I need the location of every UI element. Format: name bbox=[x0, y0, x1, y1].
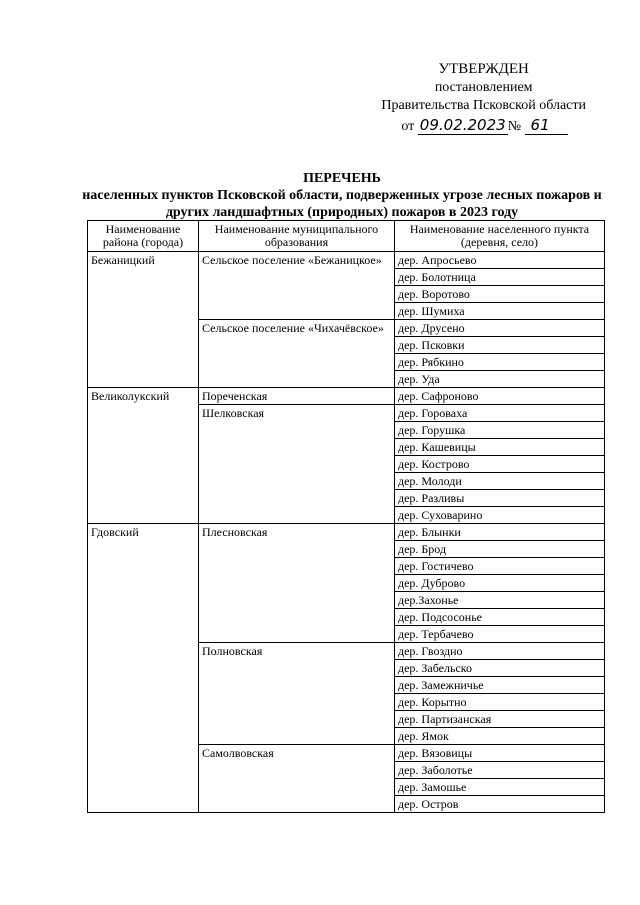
settlement-cell: дер. Гостичево bbox=[394, 558, 604, 575]
header-district: Наименование района (города) bbox=[88, 221, 199, 252]
approval-from-label: от bbox=[401, 119, 415, 134]
municipality-cell: Плесновская bbox=[199, 524, 395, 643]
approval-reference bbox=[381, 116, 586, 136]
settlement-cell: дер. Дуброво bbox=[394, 575, 604, 592]
header-municipality: Наименование муниципального образования bbox=[199, 221, 395, 252]
settlement-cell: дер. Гороваха bbox=[394, 405, 604, 422]
table-row bbox=[88, 524, 605, 541]
municipality-cell: Полновская bbox=[199, 643, 395, 745]
municipality-cell: Сельское поселение «Бежаницкое» bbox=[199, 252, 395, 320]
municipality-cell: Пореченская bbox=[199, 388, 395, 405]
settlement-cell: дер. Горушка bbox=[394, 422, 604, 439]
approval-stamp bbox=[381, 60, 586, 136]
settlement-cell: дер. Брод bbox=[394, 541, 604, 558]
settlement-cell: дер. Рябкино bbox=[394, 354, 604, 371]
district-cell: Великолукский bbox=[88, 388, 199, 524]
settlement-cell: дер. Ямок bbox=[394, 728, 604, 745]
settlement-cell: дер. Корытно bbox=[394, 694, 604, 711]
document-subtitle: населенных пунктов Псковской области, подверженных угрозе лесных пожаров и других ландшафтных (природных) пожаров в 2023 году bbox=[82, 188, 602, 220]
settlement-cell: дер. Разливы bbox=[394, 490, 604, 507]
municipality-cell: Шелковская bbox=[199, 405, 395, 524]
settlement-cell: дер. Замежничье bbox=[394, 677, 604, 694]
settlement-cell: дер. Болотница bbox=[394, 269, 604, 286]
approval-title: УТВЕРЖДЕН bbox=[438, 61, 529, 77]
settlement-cell: дер. Остров bbox=[394, 796, 604, 813]
municipality-cell: Самолвовская bbox=[199, 745, 395, 813]
approval-date: 09.02.2023 bbox=[419, 116, 506, 134]
settlement-cell: дер. Молоди bbox=[394, 473, 604, 490]
approval-number: 61 bbox=[525, 116, 568, 135]
settlement-cell: дер. Заболотье bbox=[394, 762, 604, 779]
district-cell: Гдовский bbox=[88, 524, 199, 813]
approval-line-1: постановлением bbox=[434, 80, 533, 95]
settlement-cell: дер. Друсено bbox=[394, 320, 604, 337]
settlement-cell: дер. Гвоздно bbox=[394, 643, 604, 660]
municipality-cell: Сельское поселение «Чихачёвское» bbox=[199, 320, 395, 388]
settlement-cell: дер. Вязовицы bbox=[394, 745, 604, 762]
settlement-cell: дер. Суховарино bbox=[394, 507, 604, 524]
settlement-cell: дер. Тербачево bbox=[394, 626, 604, 643]
settlement-cell: дер. Уда bbox=[394, 371, 604, 388]
settlement-cell: дер. Шумиха bbox=[394, 303, 604, 320]
table-row bbox=[88, 252, 605, 269]
settlement-cell: дер. Блынки bbox=[394, 524, 604, 541]
settlement-cell: дер. Псковки bbox=[394, 337, 604, 354]
document-title: ПЕРЕЧЕНЬ bbox=[303, 171, 381, 186]
document-heading bbox=[82, 170, 602, 221]
district-cell: Бежаницкий bbox=[88, 252, 199, 388]
table-header-row bbox=[88, 221, 605, 252]
settlement-cell: дер. Воротово bbox=[394, 286, 604, 303]
header-settlement: Наименование населенного пункта (деревня, село) bbox=[394, 221, 604, 252]
settlement-cell: дер. Апросьево bbox=[394, 252, 604, 269]
approval-line-2: Правительства Псковской области bbox=[381, 98, 586, 113]
table-body bbox=[88, 252, 605, 813]
settlement-cell: дер. Кашевицы bbox=[394, 439, 604, 456]
settlement-cell: дер. Партизанская bbox=[394, 711, 604, 728]
settlement-cell: дер. Подсосонье bbox=[394, 609, 604, 626]
table-row bbox=[88, 388, 605, 405]
settlement-cell: дер. Замошье bbox=[394, 779, 604, 796]
settlement-cell: дер. Сафроново bbox=[394, 388, 604, 405]
settlements-table bbox=[87, 220, 605, 813]
settlement-cell: дер. Забельско bbox=[394, 660, 604, 677]
approval-number-label: № bbox=[507, 119, 522, 134]
settlement-cell: дер. Кострово bbox=[394, 456, 604, 473]
settlement-cell: дер.Захонье bbox=[394, 592, 604, 609]
